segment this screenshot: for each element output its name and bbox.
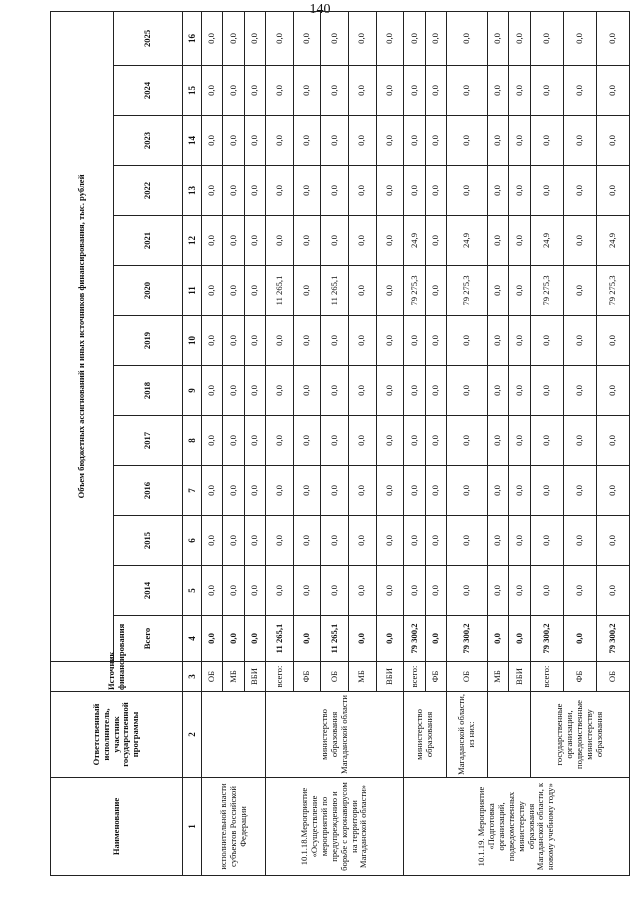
cell-year-value: 79 275,3 <box>530 266 563 316</box>
cell-source: ФБ <box>425 662 446 692</box>
cell-year-value: 0,0 <box>596 516 629 566</box>
cell-year-value: 0,0 <box>244 166 265 216</box>
cell-year-value: 0,0 <box>487 116 508 166</box>
cell-year-value: 0,0 <box>321 566 349 616</box>
cell-year-value: 0,0 <box>293 116 321 166</box>
cell-year-value: 79 275,3 <box>447 266 488 316</box>
cell-year-value: 0,0 <box>563 116 596 166</box>
cell-year-value: 0,0 <box>447 316 488 366</box>
table-row <box>266 11 294 875</box>
cell-year-value: 0,0 <box>447 116 488 166</box>
cell-year-value: 0,0 <box>349 266 377 316</box>
cell-year-value: 0,0 <box>223 66 244 116</box>
cell-year-value: 24,9 <box>404 216 425 266</box>
header-year: 2021 <box>114 216 183 266</box>
cell-year-value: 0,0 <box>321 166 349 216</box>
header-index-cell: 10 <box>183 316 202 366</box>
cell-year-value: 0,0 <box>563 566 596 616</box>
cell-year-value: 0,0 <box>266 566 294 616</box>
cell-year-value: 0,0 <box>293 216 321 266</box>
table-row <box>404 11 425 875</box>
cell-year-value: 0,0 <box>349 166 377 216</box>
cell-year-value: 0,0 <box>376 516 404 566</box>
cell-year-value: 0,0 <box>509 316 530 366</box>
cell-year-value: 0,0 <box>349 11 377 65</box>
cell-year-value: 0,0 <box>425 466 446 516</box>
cell-year-value: 0,0 <box>293 366 321 416</box>
cell-year-value: 0,0 <box>509 516 530 566</box>
cell-year-value: 0,0 <box>509 66 530 116</box>
header-index-cell: 12 <box>183 216 202 266</box>
cell-year-value: 0,0 <box>266 316 294 366</box>
cell-year-value: 0,0 <box>349 116 377 166</box>
cell-year-value: 0,0 <box>349 516 377 566</box>
table-row <box>202 11 223 875</box>
cell-executor: министерство образования Магаданской области <box>266 692 404 778</box>
cell-year-value: 0,0 <box>509 266 530 316</box>
cell-total: 0,0 <box>509 616 530 662</box>
header-index-cell: 7 <box>183 466 202 516</box>
cell-total: 79 300,2 <box>447 616 488 662</box>
table-body <box>202 11 630 875</box>
cell-year-value: 0,0 <box>202 466 223 516</box>
cell-total: 0,0 <box>293 616 321 662</box>
cell-year-value: 0,0 <box>447 516 488 566</box>
cell-year-value: 0,0 <box>202 216 223 266</box>
cell-year-value: 0,0 <box>509 566 530 616</box>
cell-year-value: 0,0 <box>223 366 244 416</box>
cell-year-value: 0,0 <box>425 416 446 466</box>
cell-year-value: 0,0 <box>376 66 404 116</box>
table-row <box>487 11 508 875</box>
cell-source: ФБ <box>563 662 596 692</box>
cell-year-value: 0,0 <box>404 66 425 116</box>
header-index-cell: 13 <box>183 166 202 216</box>
cell-year-value: 0,0 <box>425 566 446 616</box>
cell-year-value: 0,0 <box>223 516 244 566</box>
cell-year-value: 0,0 <box>349 366 377 416</box>
cell-year-value: 0,0 <box>376 416 404 466</box>
table-row <box>447 11 488 875</box>
cell-year-value: 0,0 <box>563 316 596 366</box>
cell-year-value: 0,0 <box>596 11 629 65</box>
cell-year-value: 0,0 <box>563 66 596 116</box>
cell-executor: государственные организации, подведомственные министерству образования <box>530 692 629 778</box>
cell-year-value: 0,0 <box>321 216 349 266</box>
cell-year-value: 0,0 <box>596 366 629 416</box>
cell-year-value: 0,0 <box>596 116 629 166</box>
cell-year-value: 0,0 <box>563 216 596 266</box>
cell-year-value: 0,0 <box>321 366 349 416</box>
cell-year-value: 0,0 <box>349 466 377 516</box>
cell-year-value: 0,0 <box>425 266 446 316</box>
cell-year-value: 0,0 <box>447 566 488 616</box>
cell-year-value: 0,0 <box>202 66 223 116</box>
cell-year-value: 0,0 <box>293 166 321 216</box>
cell-year-value: 0,0 <box>244 316 265 366</box>
cell-year-value: 0,0 <box>202 166 223 216</box>
cell-year-value: 0,0 <box>509 116 530 166</box>
cell-source: ОБ <box>202 662 223 692</box>
cell-year-value: 0,0 <box>223 466 244 516</box>
cell-total: 0,0 <box>563 616 596 662</box>
cell-year-value: 0,0 <box>425 166 446 216</box>
cell-year-value: 0,0 <box>349 316 377 366</box>
cell-year-value: 0,0 <box>404 166 425 216</box>
cell-year-value: 0,0 <box>202 366 223 416</box>
table-row <box>530 11 563 875</box>
cell-year-value: 0,0 <box>244 266 265 316</box>
cell-year-value: 0,0 <box>244 516 265 566</box>
cell-total: 11 265,1 <box>321 616 349 662</box>
header-year: 2023 <box>114 116 183 166</box>
cell-year-value: 0,0 <box>509 466 530 516</box>
cell-year-value: 0,0 <box>266 11 294 65</box>
cell-source: ВБИ <box>509 662 530 692</box>
cell-year-value: 0,0 <box>321 516 349 566</box>
cell-year-value: 0,0 <box>202 266 223 316</box>
cell-year-value: 0,0 <box>376 11 404 65</box>
cell-source: ВБИ <box>376 662 404 692</box>
header-index-row <box>183 11 202 875</box>
cell-name: 10.1.19. Мероприятие «Подготовка организаций, подведомственных министерству образования Магаданской области, к новому учебному году» <box>404 778 630 876</box>
cell-year-value: 0,0 <box>244 366 265 416</box>
cell-year-value: 0,0 <box>404 466 425 516</box>
header-index-cell: 1 <box>183 778 202 876</box>
cell-year-value: 0,0 <box>293 416 321 466</box>
cell-year-value: 0,0 <box>487 66 508 116</box>
cell-year-value: 0,0 <box>530 516 563 566</box>
rotated-table-container <box>50 12 630 876</box>
cell-year-value: 0,0 <box>447 366 488 416</box>
cell-executor <box>202 692 266 778</box>
cell-year-value: 0,0 <box>293 516 321 566</box>
cell-total: 11 265,1 <box>266 616 294 662</box>
cell-year-value: 0,0 <box>404 316 425 366</box>
cell-year-value: 0,0 <box>530 166 563 216</box>
cell-year-value: 79 275,3 <box>404 266 425 316</box>
header-total: Всего <box>114 616 183 662</box>
cell-year-value: 0,0 <box>293 316 321 366</box>
cell-year-value: 0,0 <box>530 116 563 166</box>
header-year: 2016 <box>114 466 183 516</box>
cell-year-value: 0,0 <box>266 116 294 166</box>
cell-year-value: 0,0 <box>487 366 508 416</box>
cell-executor: Магаданской области, из них: <box>447 692 488 778</box>
header-year: 2015 <box>114 516 183 566</box>
cell-year-value: 0,0 <box>202 316 223 366</box>
cell-year-value: 0,0 <box>425 516 446 566</box>
cell-year-value: 0,0 <box>596 466 629 516</box>
header-year: 2019 <box>114 316 183 366</box>
cell-year-value: 24,9 <box>530 216 563 266</box>
cell-year-value: 0,0 <box>596 316 629 366</box>
cell-year-value: 0,0 <box>509 11 530 65</box>
cell-year-value: 0,0 <box>530 66 563 116</box>
cell-year-value: 0,0 <box>266 516 294 566</box>
cell-year-value: 0,0 <box>530 366 563 416</box>
header-index-cell: 15 <box>183 66 202 116</box>
header-year: 2014 <box>114 566 183 616</box>
cell-year-value: 0,0 <box>447 11 488 65</box>
cell-year-value: 0,0 <box>530 11 563 65</box>
cell-year-value: 0,0 <box>244 566 265 616</box>
cell-year-value: 0,0 <box>244 116 265 166</box>
cell-year-value: 0,0 <box>563 466 596 516</box>
cell-year-value: 0,0 <box>447 166 488 216</box>
cell-year-value: 0,0 <box>266 466 294 516</box>
cell-year-value: 0,0 <box>530 466 563 516</box>
cell-source: всего: <box>530 662 563 692</box>
cell-total: 79 300,2 <box>596 616 629 662</box>
cell-year-value: 0,0 <box>223 116 244 166</box>
cell-year-value: 0,0 <box>223 266 244 316</box>
cell-year-value: 0,0 <box>349 416 377 466</box>
cell-year-value: 0,0 <box>596 166 629 216</box>
cell-year-value: 0,0 <box>487 516 508 566</box>
cell-year-value: 0,0 <box>223 566 244 616</box>
cell-year-value: 0,0 <box>376 216 404 266</box>
cell-year-value: 0,0 <box>425 116 446 166</box>
cell-year-value: 0,0 <box>563 166 596 216</box>
cell-year-value: 0,0 <box>223 166 244 216</box>
cell-year-value: 0,0 <box>487 316 508 366</box>
cell-total: 0,0 <box>223 616 244 662</box>
cell-year-value: 0,0 <box>376 316 404 366</box>
header-volume: Объем бюджетных ассигнований и иных источников финансирования, тыс. рублей <box>51 11 114 661</box>
cell-year-value: 0,0 <box>349 66 377 116</box>
cell-year-value: 79 275,3 <box>596 266 629 316</box>
cell-total: 0,0 <box>244 616 265 662</box>
cell-executor: министерство образования <box>404 692 447 778</box>
cell-executor <box>487 692 530 778</box>
cell-year-value: 0,0 <box>596 66 629 116</box>
cell-source: МБ <box>223 662 244 692</box>
cell-year-value: 0,0 <box>530 416 563 466</box>
cell-year-value: 0,0 <box>321 466 349 516</box>
cell-year-value: 0,0 <box>266 366 294 416</box>
cell-year-value: 0,0 <box>223 316 244 366</box>
cell-source: МБ <box>487 662 508 692</box>
header-index-cell: 16 <box>183 11 202 65</box>
header-year: 2018 <box>114 366 183 416</box>
cell-year-value: 0,0 <box>530 566 563 616</box>
cell-year-value: 0,0 <box>202 416 223 466</box>
cell-year-value: 11 265,1 <box>321 266 349 316</box>
cell-year-value: 0,0 <box>425 366 446 416</box>
cell-year-value: 0,0 <box>321 416 349 466</box>
cell-source: всего: <box>266 662 294 692</box>
cell-year-value: 0,0 <box>487 466 508 516</box>
cell-year-value: 0,0 <box>425 316 446 366</box>
cell-total: 79 300,2 <box>530 616 563 662</box>
cell-year-value: 0,0 <box>321 316 349 366</box>
cell-total: 0,0 <box>425 616 446 662</box>
cell-year-value: 0,0 <box>321 66 349 116</box>
cell-year-value: 0,0 <box>487 216 508 266</box>
cell-source: ОБ <box>321 662 349 692</box>
cell-year-value: 0,0 <box>244 416 265 466</box>
cell-year-value: 0,0 <box>447 416 488 466</box>
cell-year-value: 0,0 <box>266 166 294 216</box>
cell-source: ОБ <box>596 662 629 692</box>
cell-year-value: 0,0 <box>376 116 404 166</box>
header-source: Источник финансирования <box>51 662 183 692</box>
header-index-cell: 5 <box>183 566 202 616</box>
cell-year-value: 0,0 <box>293 566 321 616</box>
cell-year-value: 0,0 <box>404 416 425 466</box>
header-index-cell: 6 <box>183 516 202 566</box>
cell-year-value: 11 265,1 <box>266 266 294 316</box>
cell-year-value: 0,0 <box>293 11 321 65</box>
header-index-cell: 14 <box>183 116 202 166</box>
cell-year-value: 0,0 <box>563 516 596 566</box>
header-index-cell: 3 <box>183 662 202 692</box>
header-year: 2022 <box>114 166 183 216</box>
cell-year-value: 0,0 <box>509 166 530 216</box>
cell-year-value: 0,0 <box>244 216 265 266</box>
cell-year-value: 0,0 <box>376 266 404 316</box>
financing-table <box>50 11 630 876</box>
cell-year-value: 24,9 <box>596 216 629 266</box>
cell-year-value: 0,0 <box>349 566 377 616</box>
cell-total: 0,0 <box>487 616 508 662</box>
cell-total: 79 300,2 <box>404 616 425 662</box>
cell-year-value: 0,0 <box>563 266 596 316</box>
cell-year-value: 0,0 <box>202 11 223 65</box>
cell-total: 0,0 <box>349 616 377 662</box>
cell-year-value: 0,0 <box>596 416 629 466</box>
header-executor: Ответственный исполнитель, участник государственной программы <box>51 692 183 778</box>
cell-year-value: 0,0 <box>223 416 244 466</box>
cell-year-value: 0,0 <box>509 366 530 416</box>
cell-year-value: 0,0 <box>376 566 404 616</box>
header-year: 2017 <box>114 416 183 466</box>
cell-year-value: 0,0 <box>487 166 508 216</box>
cell-year-value: 0,0 <box>404 116 425 166</box>
cell-year-value: 0,0 <box>425 216 446 266</box>
cell-year-value: 0,0 <box>404 366 425 416</box>
cell-year-value: 0,0 <box>244 11 265 65</box>
header-year: 2024 <box>114 66 183 116</box>
cell-year-value: 0,0 <box>293 466 321 516</box>
cell-year-value: 0,0 <box>376 466 404 516</box>
cell-year-value: 0,0 <box>563 416 596 466</box>
cell-year-value: 0,0 <box>487 416 508 466</box>
cell-year-value: 0,0 <box>293 266 321 316</box>
cell-year-value: 0,0 <box>596 566 629 616</box>
cell-year-value: 0,0 <box>563 11 596 65</box>
cell-year-value: 0,0 <box>530 316 563 366</box>
header-index-cell: 9 <box>183 366 202 416</box>
cell-year-value: 0,0 <box>321 116 349 166</box>
cell-year-value: 0,0 <box>266 416 294 466</box>
cell-year-value: 0,0 <box>321 11 349 65</box>
cell-year-value: 0,0 <box>487 11 508 65</box>
cell-year-value: 0,0 <box>447 66 488 116</box>
header-index-cell: 2 <box>183 692 202 778</box>
cell-year-value: 0,0 <box>404 566 425 616</box>
cell-source: МБ <box>349 662 377 692</box>
header-index-cell: 4 <box>183 616 202 662</box>
cell-year-value: 0,0 <box>376 166 404 216</box>
cell-year-value: 0,0 <box>266 216 294 266</box>
cell-year-value: 0,0 <box>509 216 530 266</box>
cell-name: 10.1.18.Мероприятие «Осуществление мероприятий по предупреждению и борьбе с коронавирусом на территории Магаданской области» <box>266 778 404 876</box>
cell-source: ФБ <box>293 662 321 692</box>
cell-source: ОБ <box>447 662 488 692</box>
cell-name: исполнительной власти субъектов Российской Федерации <box>202 778 266 876</box>
header-name: Наименование <box>51 778 183 876</box>
header-year: 2025 <box>114 11 183 65</box>
cell-year-value: 0,0 <box>425 11 446 65</box>
cell-year-value: 0,0 <box>425 66 446 116</box>
cell-year-value: 0,0 <box>223 11 244 65</box>
header-index-cell: 8 <box>183 416 202 466</box>
cell-total: 0,0 <box>202 616 223 662</box>
cell-total: 0,0 <box>376 616 404 662</box>
cell-year-value: 0,0 <box>202 116 223 166</box>
cell-year-value: 0,0 <box>376 366 404 416</box>
cell-year-value: 0,0 <box>404 11 425 65</box>
page-number: 140 <box>309 2 331 17</box>
header-index-cell: 11 <box>183 266 202 316</box>
cell-year-value: 24,9 <box>447 216 488 266</box>
cell-year-value: 0,0 <box>244 66 265 116</box>
cell-year-value: 0,0 <box>447 466 488 516</box>
cell-year-value: 0,0 <box>202 566 223 616</box>
cell-year-value: 0,0 <box>266 66 294 116</box>
cell-year-value: 0,0 <box>509 416 530 466</box>
header-year: 2020 <box>114 266 183 316</box>
cell-source: всего: <box>404 662 425 692</box>
cell-year-value: 0,0 <box>202 516 223 566</box>
cell-year-value: 0,0 <box>223 216 244 266</box>
cell-source: ВБИ <box>244 662 265 692</box>
cell-year-value: 0,0 <box>349 216 377 266</box>
cell-year-value: 0,0 <box>487 566 508 616</box>
cell-year-value: 0,0 <box>487 266 508 316</box>
cell-year-value: 0,0 <box>293 66 321 116</box>
cell-year-value: 0,0 <box>404 516 425 566</box>
cell-year-value: 0,0 <box>244 466 265 516</box>
cell-year-value: 0,0 <box>563 366 596 416</box>
